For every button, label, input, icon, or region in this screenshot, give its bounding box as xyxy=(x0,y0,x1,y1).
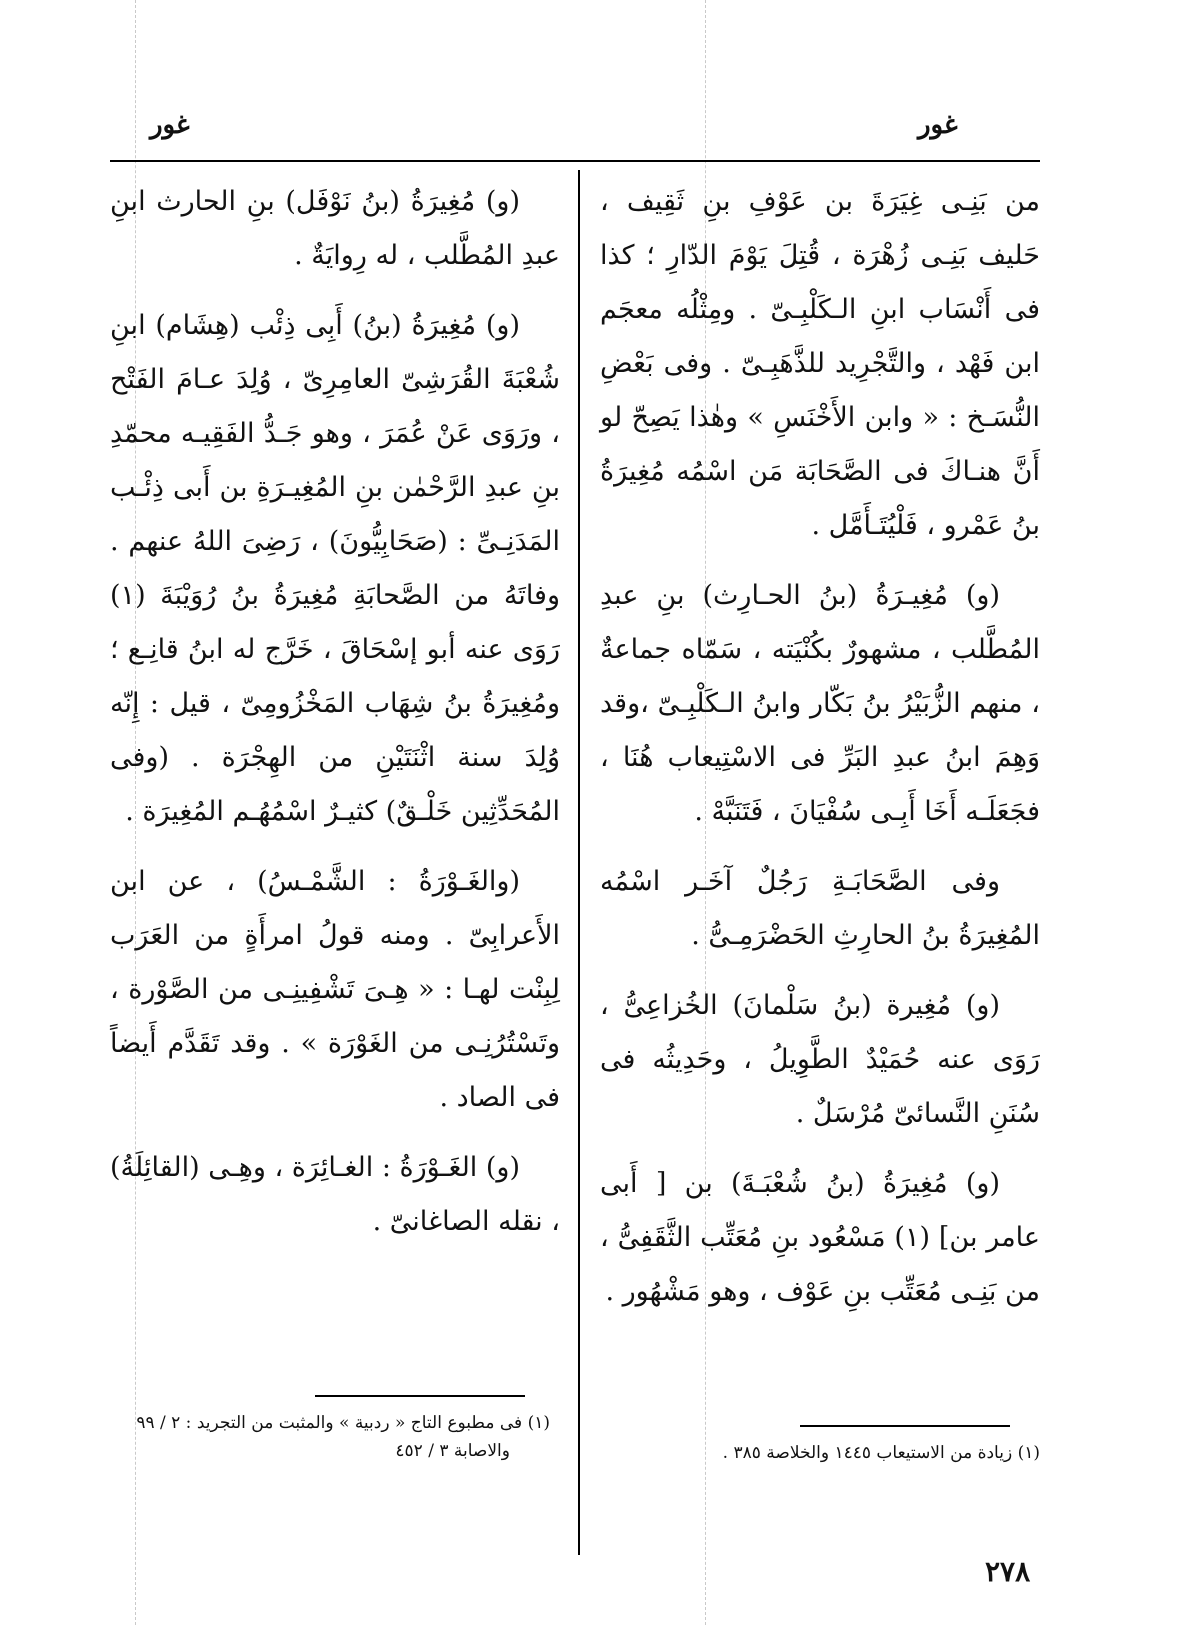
running-head-left: غور xyxy=(150,110,190,140)
entry-paragraph: (و) مُغِيرة (بنُ سَلْمانَ) الخُزاعِىُّ ، رَوَى عنه حُمَيْدٌ الطَّوِيلُ ، وحَدِيثُه فى سُنَنِ النَّسائىّ مُرْسَلٌ . xyxy=(600,990,1040,1129)
page-number: ٢٧٨ xyxy=(985,1555,1031,1588)
entry-paragraph: وفى الصَّحَابَـةِ رَجُلٌ آخَـر اسْمُه المُغِيرَةُ بنُ الحارِثِ الحَضْرَمِـىُّ . xyxy=(600,866,1040,951)
left-column xyxy=(110,175,560,1249)
entry-paragraph: من بَنِـى غِيَرَةَ بن عَوْفِ بنِ ثَقِيف ، حَليف بَنِـى زُهْرَة ، قُتِلَ يَوْمَ الدّارِ ؛ كذا فى أَنْسَاب ابنِ الـكَلْبِـىّ . ومِثْلُه معجَم ابن فَهْد ، والتَّجْرِيد للذَّهَبِـىّ . وفى بَعْضِ النُّسَـخ : « وابن الأَخْنَسِ » وهٰذا يَصِحّ لو أَنَّ هنـاكَ فى الصَّحَابَة مَن اسْمُه مُغِيرَةُ بنُ عَمْرو ، فَلْيُتَـأَمَّل . xyxy=(600,186,1040,541)
right-column xyxy=(600,175,1040,1319)
entry-paragraph: (و) مُغِيرَةُ (بنُ نَوْفَل) بنِ الحارث ابنِ عبدِ المُطَّلب ، له رِوايَةٌ . xyxy=(110,186,560,271)
entry-paragraph: (و) مُغِيرَةُ (بنُ) أَبِى ذِئْب (هِشَام) ابنِ شُعْبَةَ القُرَشِىّ العامِرِىّ ، وُلِدَ عـامَ الفَتْح ، ورَوَى عَنْ عُمَرَ ، وهو جَـدُّ الفَقِيـه محمّدِ بنِ عبدِ الرَّحْمٰن بنِ المُغِيـرَةِ بن أَبى ذِئْـب المَدَنِـىِّ : (صَحَابِيُّونَ) ، رَضِىَ اللهُ عنهم . وفاتَهُ من الصَّحابَةِ مُغِيرَةُ بنُ رُوَيْبَةَ (١) رَوَى عنه أبو إسْحَاقَ ، خَرَّج له ابنُ قانِـع ؛ ومُغِيرَةُ بنُ شِهَاب المَخْزُومِىّ ، قيل : إِنّه وُلِدَ سنة اثْنَتَيْنِ من الهِجْرَة . (وفى المُحَدِّثِين خَلْـقٌ) كثيـرٌ اسْمُهُـم المُغِيرَة . xyxy=(110,310,560,827)
entry-paragraph: (والغَـوْرَةُ : الشَّمْـسُ) ، عن ابن الأَعرابِىّ . ومنه قولُ امرأَةٍ من العَرَب لِبِنْت لهـا : « هِـىَ تَشْفِينِـى من الصَّوْرة ، وتَسْتُرُنِـى من الغَوْرَة » . وقد تَقَدَّم أَيضاً فى الصاد . xyxy=(110,866,560,1113)
header-rule xyxy=(110,160,1040,162)
running-head-right: غور xyxy=(918,110,958,140)
entry-paragraph: (و) مُغِيـرَةُ (بنُ الحـارِث) بنِ عبدِ المُطَّلب ، مشهورٌ بكُنْيَته ، سَمّاه جماعةٌ ، منهم الزُّبَيْرُ بنُ بَكّار وابنُ الـكَلْبِـىّ ،وقد وَهِمَ ابنُ عبدِ البَرِّ فى الاسْتِيعاب هُنَا ، فجَعَلَـه أَخَا أَبِـى سُفْيَانَ ، فَتَنَبَّهْ . xyxy=(600,580,1040,827)
column-divider xyxy=(578,170,580,1555)
entry-paragraph: (و) الغَـوْرَةُ : الغـائِرَة ، وهِـى (القائِلَةُ) ، نقله الصاغانىّ . xyxy=(110,1152,560,1237)
entry-paragraph: (و) مُغِيرَةُ (بنُ شُعْبَـةَ) بن [ أَبى عامر بن] (١) مَسْعُود بنِ مُعَتِّب الثَّقَفِىُّ ، من بَنِـى مُعَتِّب بنِ عَوْف ، وهو مَشْهُور . xyxy=(600,1168,1040,1307)
footnote-left-line1: (١) فى مطبوع التاج « ردبية » والمثبت من التجريد : ٢ / ٩٩ xyxy=(136,1413,550,1433)
footnote-rule-left xyxy=(315,1395,525,1397)
footnote-left-line2: والاصابة ٣ / ٤٥٢ xyxy=(395,1441,510,1461)
footnote-rule-right xyxy=(800,1425,1010,1427)
footnote-right: (١) زيادة من الاستيعاب ١٤٤٥ والخلاصة ٣٨٥ . xyxy=(722,1443,1040,1463)
